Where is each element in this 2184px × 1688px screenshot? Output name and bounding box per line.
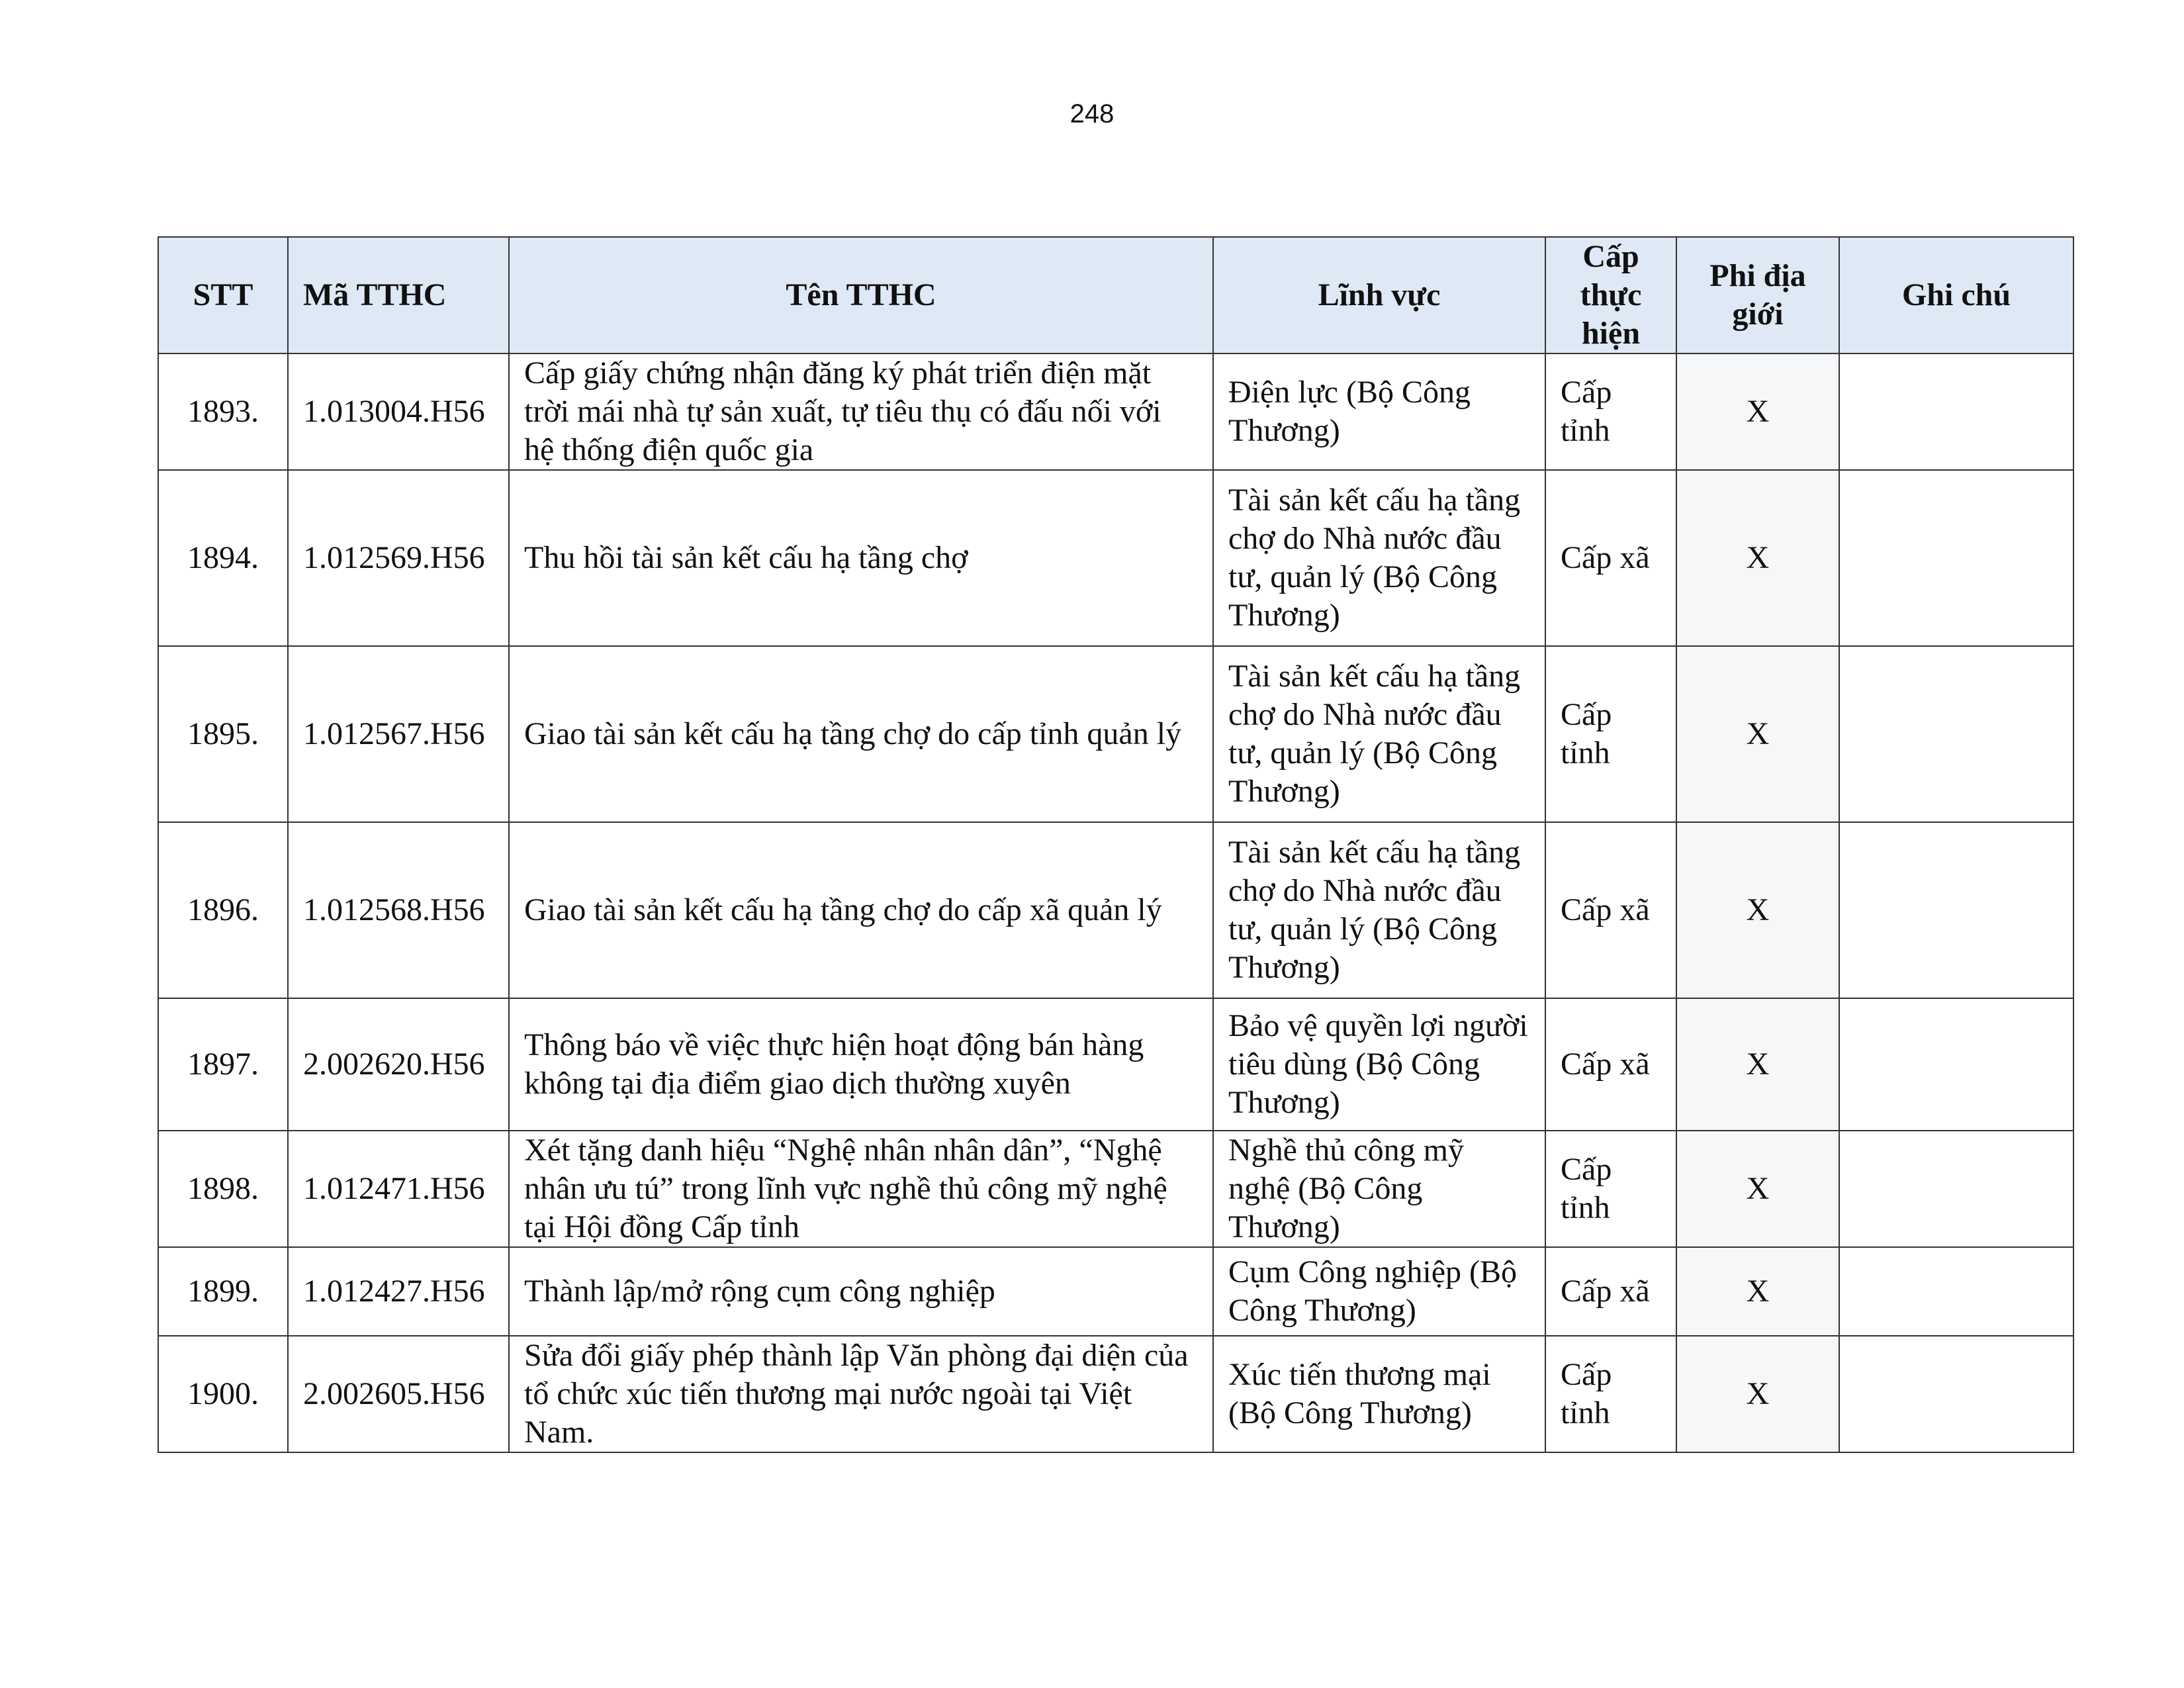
- page-number: 248: [1069, 99, 1115, 128]
- cell-stt: 1896.: [158, 822, 288, 998]
- cell-phi-dia-gioi: X: [1676, 998, 1839, 1131]
- cell-level: Cấp xã: [1545, 470, 1676, 646]
- cell-note: [1839, 353, 2073, 470]
- header-code: Mã TTHC: [288, 237, 509, 353]
- cell-code: 2.002620.H56: [288, 998, 509, 1131]
- table-row: [158, 646, 2073, 822]
- cell-field: Nghề thủ công mỹ nghệ (Bộ Công Thương): [1213, 1131, 1545, 1247]
- cell-note: [1839, 998, 2073, 1131]
- cell-code: 1.013004.H56: [288, 353, 509, 470]
- cell-phi-dia-gioi: X: [1676, 1247, 1839, 1336]
- table-row: [158, 1131, 2073, 1247]
- cell-level: Cấp tỉnh: [1545, 1336, 1676, 1452]
- cell-name: Thành lập/mở rộng cụm công nghiệp: [509, 1247, 1213, 1336]
- table-row: [158, 470, 2073, 646]
- cell-phi-dia-gioi: X: [1676, 646, 1839, 822]
- cell-code: 1.012568.H56: [288, 822, 509, 998]
- cell-phi-dia-gioi: X: [1676, 822, 1839, 998]
- cell-field: Xúc tiến thương mại (Bộ Công Thương): [1213, 1336, 1545, 1452]
- cell-field: Tài sản kết cấu hạ tầng chợ do Nhà nước đầu tư, quản lý (Bộ Công Thương): [1213, 646, 1545, 822]
- cell-phi-dia-gioi: X: [1676, 1336, 1839, 1452]
- cell-stt: 1894.: [158, 470, 288, 646]
- cell-level: Cấp tỉnh: [1545, 353, 1676, 470]
- cell-level: Cấp xã: [1545, 998, 1676, 1131]
- table-header-row: [158, 237, 2073, 353]
- cell-note: [1839, 470, 2073, 646]
- procedure-table: [158, 236, 2074, 1453]
- cell-note: [1839, 822, 2073, 998]
- cell-note: [1839, 1131, 2073, 1247]
- cell-field: Điện lực (Bộ Công Thương): [1213, 353, 1545, 470]
- header-field: Lĩnh vực: [1213, 237, 1545, 353]
- table-row: [158, 1336, 2073, 1452]
- header-name: Tên TTHC: [509, 237, 1213, 353]
- cell-level: Cấp xã: [1545, 822, 1676, 998]
- cell-stt: 1899.: [158, 1247, 288, 1336]
- cell-level: Cấp tỉnh: [1545, 1131, 1676, 1247]
- cell-note: [1839, 1336, 2073, 1452]
- cell-phi-dia-gioi: X: [1676, 470, 1839, 646]
- cell-field: Tài sản kết cấu hạ tầng chợ do Nhà nước đầu tư, quản lý (Bộ Công Thương): [1213, 470, 1545, 646]
- header-level: Cấp thực hiện: [1545, 237, 1676, 353]
- cell-name: Xét tặng danh hiệu “Nghệ nhân nhân dân”, “Nghệ nhân ưu tú” trong lĩnh vực nghề thủ công mỹ nghệ tại Hội đồng Cấp tỉnh: [509, 1131, 1213, 1247]
- cell-phi-dia-gioi: X: [1676, 353, 1839, 470]
- cell-field: Bảo vệ quyền lợi người tiêu dùng (Bộ Công Thương): [1213, 998, 1545, 1131]
- cell-stt: 1898.: [158, 1131, 288, 1247]
- table-row: [158, 1247, 2073, 1336]
- cell-stt: 1893.: [158, 353, 288, 470]
- cell-name: Giao tài sản kết cấu hạ tầng chợ do cấp tỉnh quản lý: [509, 646, 1213, 822]
- cell-code: 1.012427.H56: [288, 1247, 509, 1336]
- cell-note: [1839, 1247, 2073, 1336]
- cell-name: Cấp giấy chứng nhận đăng ký phát triển điện mặt trời mái nhà tự sản xuất, tự tiêu thụ có đấu nối với hệ thống điện quốc gia: [509, 353, 1213, 470]
- cell-code: 1.012471.H56: [288, 1131, 509, 1247]
- cell-name: Giao tài sản kết cấu hạ tầng chợ do cấp xã quản lý: [509, 822, 1213, 998]
- cell-level: Cấp tỉnh: [1545, 646, 1676, 822]
- cell-name: Thu hồi tài sản kết cấu hạ tầng chợ: [509, 470, 1213, 646]
- cell-code: 1.012567.H56: [288, 646, 509, 822]
- table-row: [158, 353, 2073, 470]
- cell-stt: 1900.: [158, 1336, 288, 1452]
- table-row: [158, 822, 2073, 998]
- cell-stt: 1895.: [158, 646, 288, 822]
- cell-phi-dia-gioi: X: [1676, 1131, 1839, 1247]
- header-phi-dia-gioi: Phi địa giới: [1676, 237, 1839, 353]
- cell-field: Tài sản kết cấu hạ tầng chợ do Nhà nước đầu tư, quản lý (Bộ Công Thương): [1213, 822, 1545, 998]
- cell-level: Cấp xã: [1545, 1247, 1676, 1336]
- cell-name: Sửa đổi giấy phép thành lập Văn phòng đại diện của tổ chức xúc tiến thương mại nước ngoài tại Việt Nam.: [509, 1336, 1213, 1452]
- cell-code: 2.002605.H56: [288, 1336, 509, 1452]
- cell-field: Cụm Công nghiệp (Bộ Công Thương): [1213, 1247, 1545, 1336]
- header-note: Ghi chú: [1839, 237, 2073, 353]
- header-stt: STT: [158, 237, 288, 353]
- cell-code: 1.012569.H56: [288, 470, 509, 646]
- cell-name: Thông báo về việc thực hiện hoạt động bán hàng không tại địa điểm giao dịch thường xuyên: [509, 998, 1213, 1131]
- table-row: [158, 998, 2073, 1131]
- cell-stt: 1897.: [158, 998, 288, 1131]
- cell-note: [1839, 646, 2073, 822]
